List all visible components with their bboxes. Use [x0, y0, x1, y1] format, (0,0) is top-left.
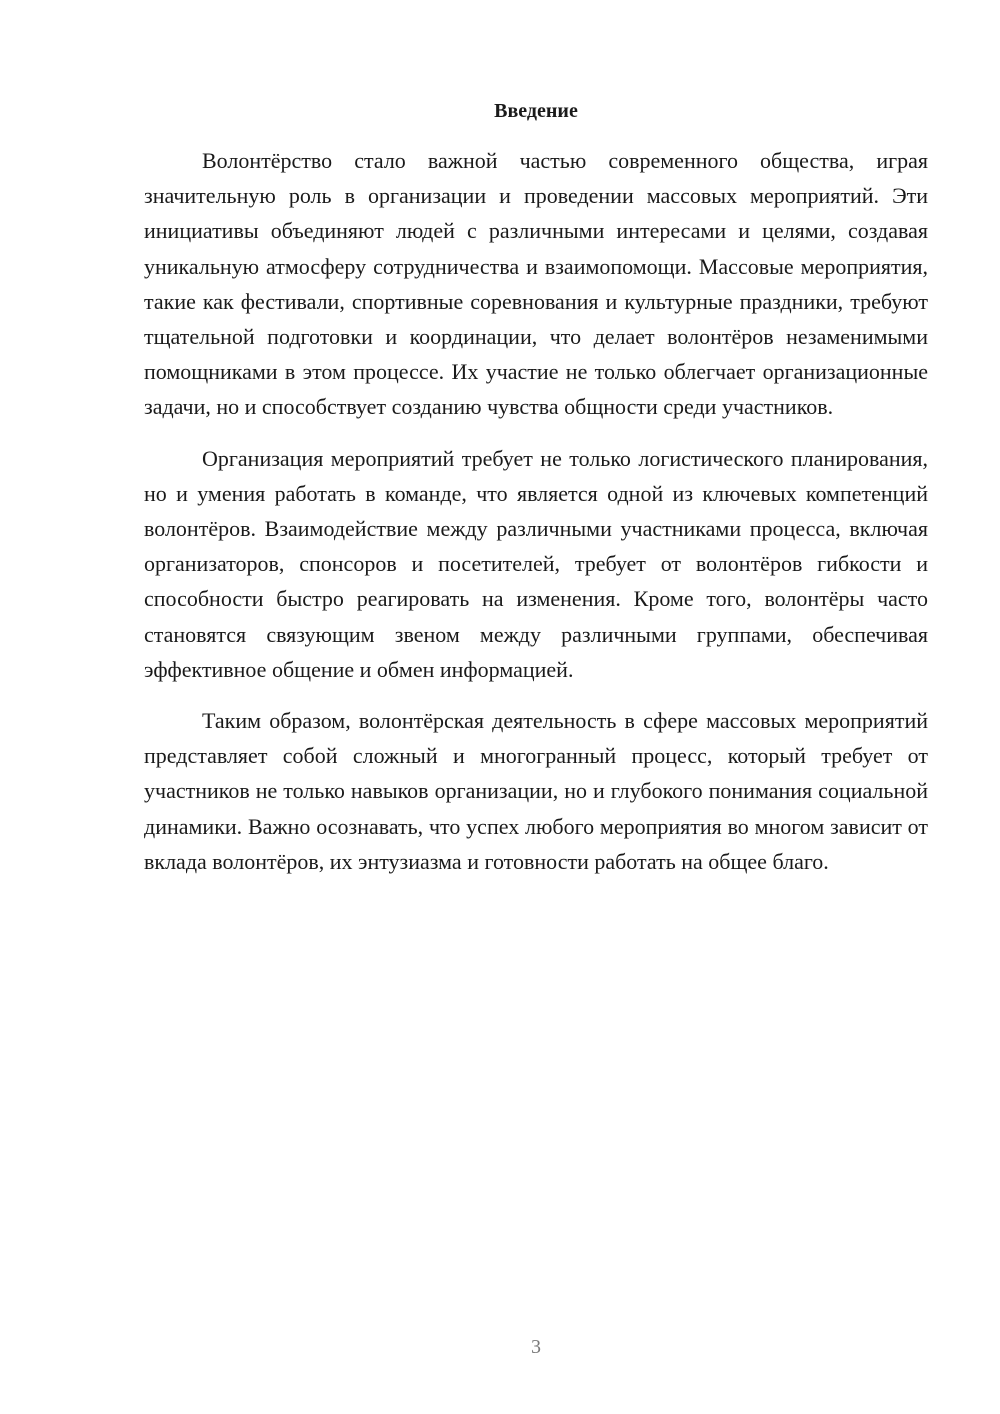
paragraph-3: Таким образом, волонтёрская деятельность в сфере массовых мероприятий представляет собой сложный и многогранный процесс, который требует от участников не только навыков организации, но и глубокого понимания социальной динамики. Важно осознавать, что успех любого мероприятия во многом зависит от вклада волонтёров, их энтузиазма и готовности работать на общее благо.	[144, 708, 928, 874]
page-number: 3	[531, 1336, 541, 1358]
section-heading: Введение	[494, 100, 578, 122]
paragraph-2: Организация мероприятий требует не только логистического планирования, но и умения работать в команде, что является одной из ключевых компетенций волонтёров. Взаимодействие между различными участниками процесса, включая организаторов, спонсоров и посетителей, требует от волонтёров гибкости и способности быстро реагировать на изменения. Кроме того, волонтёры часто становятся связующим звеном между различными группами, обеспечивая эффективное общение и обмен информацией.	[144, 445, 928, 682]
document-body	[144, 143, 928, 895]
paragraph-1: Волонтёрство стало важной частью современного общества, играя значительную роль в организации и проведении массовых мероприятий. Эти инициативы объединяют людей с различными интересами и целями, создавая уникальную атмосферу сотрудничества и взаимопомощи. Массовые мероприятия, такие как фестивали, спортивные соревнования и культурные праздники, требуют тщательной подготовки и координации, что делает волонтёров незаменимыми помощниками в этом процессе. Их участие не только облегчает организационные задачи, но и способствует созданию чувства общности среди участников.	[144, 148, 928, 420]
